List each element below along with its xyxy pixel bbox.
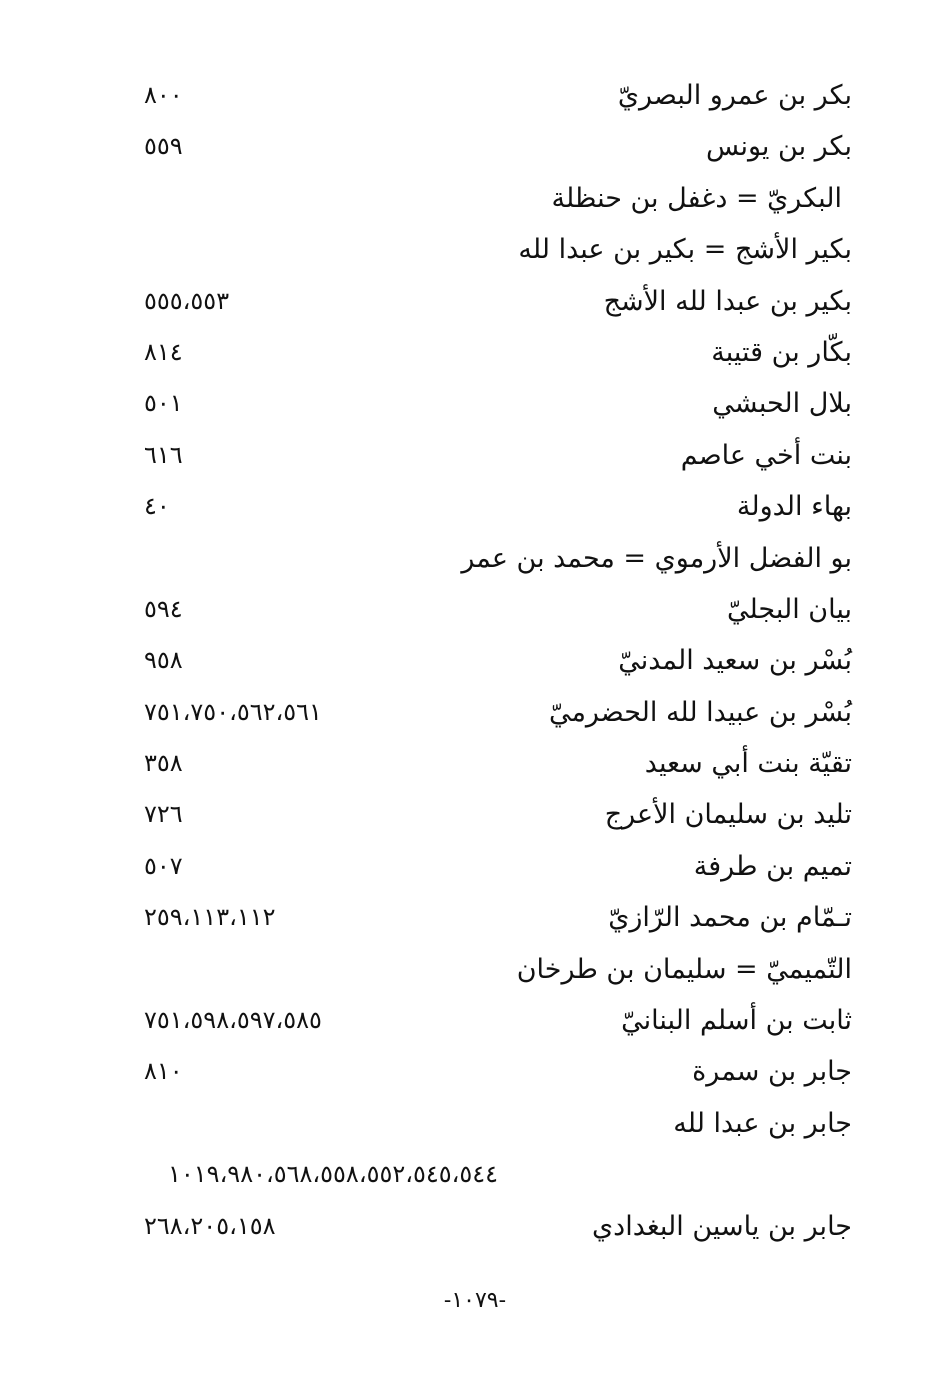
index-entry xyxy=(140,430,852,481)
entry-name: بنت أخي عاصم xyxy=(680,439,852,471)
entry-name: بو الفضل الأرموي = محمد بن عمر xyxy=(461,542,852,574)
entry-name: البكريّ = دغفل بن حنظلة xyxy=(551,182,842,214)
index-entry xyxy=(140,276,852,327)
entry-name: بكر بن عمرو البصريّ xyxy=(617,80,852,111)
entry-name: بكير الأشج = بكير بن عبدا لله xyxy=(518,234,852,266)
entry-page-references: ٨٠٠ xyxy=(144,81,183,109)
entry-name: تليد بن سليمان الأعرج xyxy=(604,799,852,831)
index-entry xyxy=(140,687,852,738)
entry-name: بُسْر بن سعيد المدنيّ xyxy=(618,645,852,677)
entry-name: بلال الحبشي xyxy=(712,388,852,420)
entry-name: جابر بن سمرة xyxy=(692,1056,852,1088)
entry-page-references: ٧٥١،٥٩٨،٥٩٧،٥٨٥ xyxy=(144,1006,322,1035)
index-entry xyxy=(140,1098,852,1149)
index-entry xyxy=(140,995,852,1046)
page-number: -١٠٧٩- xyxy=(443,1288,507,1313)
index-entry xyxy=(140,738,852,789)
entry-page-references: ٥٠١ xyxy=(144,389,183,418)
index-entry xyxy=(140,378,852,429)
index-entry xyxy=(140,481,852,532)
entry-page-references: ٥٠٧ xyxy=(144,851,183,880)
entry-page-references: ٧٥١،٧٥٠،٥٦٢،٥٦١ xyxy=(144,697,322,726)
entry-name: بهاء الدولة xyxy=(736,491,852,523)
entry-page-references: ٦١٦ xyxy=(144,440,183,469)
index-entry xyxy=(140,327,852,378)
entry-page-references: ٢٦٨،٢٠٥،١٥٨ xyxy=(144,1211,276,1240)
index-entry xyxy=(140,944,852,995)
index-entry xyxy=(140,635,852,686)
entry-name: التّميميّ = سليمان بن طرخان xyxy=(516,953,852,985)
entry-page-references: ٨١٠ xyxy=(144,1057,183,1086)
entry-name: تميم بن طرفة xyxy=(693,850,852,882)
index-entry xyxy=(140,70,852,121)
index-entry xyxy=(140,892,852,943)
index-entry xyxy=(140,1149,852,1200)
entry-name: جابر بن عبدا لله xyxy=(673,1107,852,1139)
entry-page-references: ٥٥٩ xyxy=(144,132,183,161)
index-entry xyxy=(140,173,852,224)
entry-page-references: ٩٥٨ xyxy=(144,646,183,675)
entry-page-references: ٢٥٩،١١٣،١١٢ xyxy=(144,903,276,932)
continued-page-references: ١٠١٩،٩٨٠،٥٦٨،٥٥٨،٥٥٢،٥٤٥،٥٤٤ xyxy=(168,1160,499,1189)
index-entry xyxy=(140,1046,852,1097)
entry-name: بكير بن عبدا لله الأشج xyxy=(603,285,852,317)
entry-page-references: ٥٩٤ xyxy=(144,594,183,623)
entry-name: تـمّام بن محمد الرّازيّ xyxy=(608,902,852,934)
entry-page-references: ٧٢٦ xyxy=(144,800,183,829)
index-entries xyxy=(140,70,852,1252)
entry-name: بيان البجليّ xyxy=(726,593,852,625)
entry-page-references: ٥٥٥،٥٥٣ xyxy=(144,286,230,315)
entry-page-references: ٤٠ xyxy=(144,492,170,521)
index-entry xyxy=(140,841,852,892)
index-entry xyxy=(140,789,852,840)
index-entry xyxy=(140,224,852,275)
index-entry xyxy=(140,533,852,584)
index-entry xyxy=(140,584,852,635)
entry-page-references: ٨١٤ xyxy=(144,337,183,366)
entry-page-references: ٣٥٨ xyxy=(144,749,183,778)
entry-name: بُسْر بن عبيدا لله الحضرميّ xyxy=(548,696,852,728)
entry-name: بكر بن يونس xyxy=(706,131,852,163)
index-entry xyxy=(140,121,852,172)
entry-name: تقيّة بنت أبي سعيد xyxy=(644,748,852,780)
index-entry xyxy=(140,1201,852,1252)
entry-name: ثابت بن أسلم البنانيّ xyxy=(621,1005,852,1037)
entry-name: جابر بن ياسين البغدادي xyxy=(592,1210,852,1242)
entry-name: بكّار بن قتيبة xyxy=(711,336,852,368)
